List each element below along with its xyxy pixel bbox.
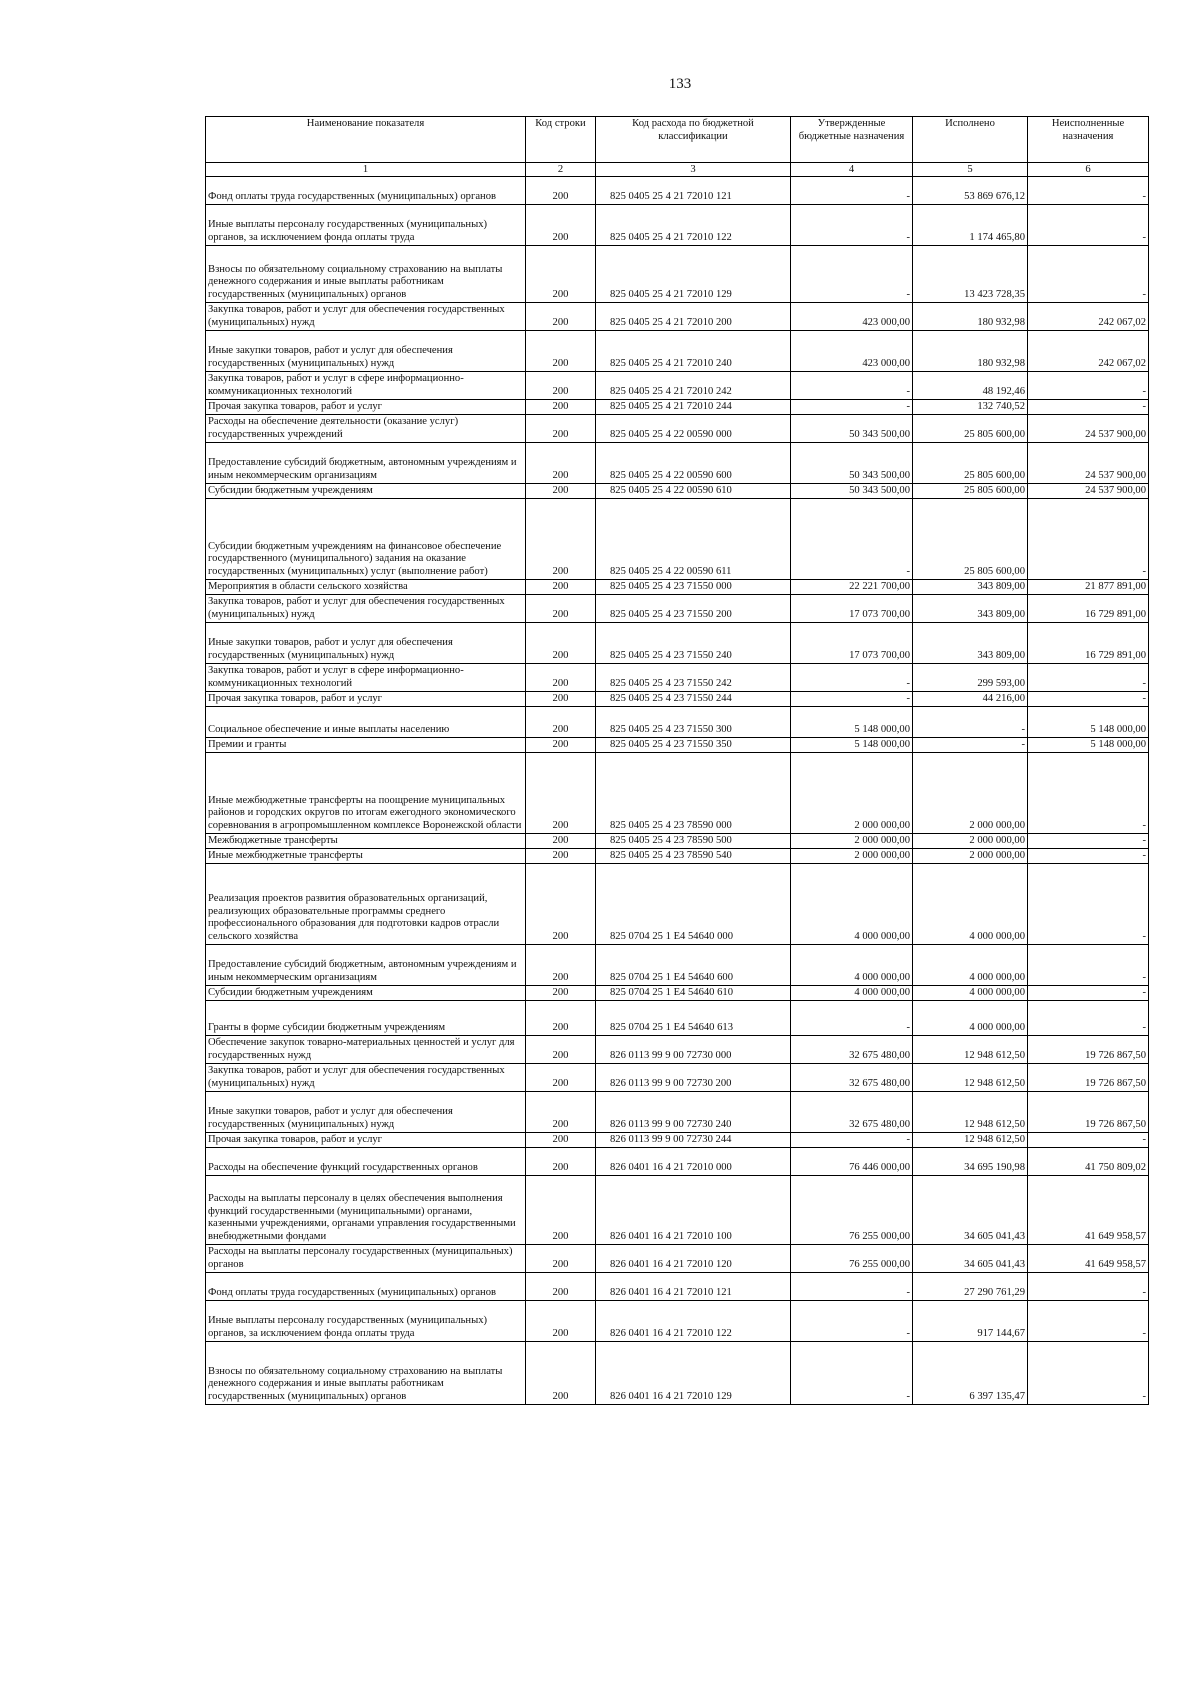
row-line-code: 200 (526, 1176, 596, 1245)
row-unexecuted: 24 537 900,00 (1028, 415, 1149, 443)
row-unexecuted: - (1028, 177, 1149, 205)
row-line-code: 200 (526, 484, 596, 499)
row-name: Закупка товаров, работ и услуг в сфере информационно-коммуникационных технологий (206, 664, 526, 692)
header-executed: Исполнено (913, 117, 1028, 163)
row-line-code: 200 (526, 1092, 596, 1133)
report-body (206, 177, 1149, 1405)
row-unexecuted: - (1028, 205, 1149, 246)
row-class-code: 825 0405 25 4 23 71550 300 (596, 707, 791, 738)
row-name: Взносы по обязательному социальному страхованию на выплаты денежного содержания и иные выплаты работникам государственных (муниципальных) органов (206, 1342, 526, 1405)
row-class-code: 826 0113 99 9 00 72730 244 (596, 1133, 791, 1148)
row-name: Обеспечение закупок товарно-материальных ценностей и услуг для государственных нужд (206, 1036, 526, 1064)
row-name: Межбюджетные трансферты (206, 834, 526, 849)
header-unexecuted: Неисполненные назначения (1028, 117, 1149, 163)
row-executed: 4 000 000,00 (913, 945, 1028, 986)
header-name: Наименование показателя (206, 117, 526, 163)
row-unexecuted: 5 148 000,00 (1028, 738, 1149, 753)
row-name: Субсидии бюджетным учреждениям на финансовое обеспечение государственного (муниципального) задания на оказание государственных (муниципальных) услуг (выполнение работ) (206, 499, 526, 580)
table-row (206, 400, 1149, 415)
row-name: Фонд оплаты труда государственных (муниципальных) органов (206, 1273, 526, 1301)
table-row (206, 945, 1149, 986)
row-executed: 25 805 600,00 (913, 499, 1028, 580)
row-approved: - (791, 1342, 913, 1405)
row-class-code: 825 0704 25 1 E4 54640 600 (596, 945, 791, 986)
row-executed: 299 593,00 (913, 664, 1028, 692)
row-class-code: 825 0704 25 1 E4 54640 613 (596, 1001, 791, 1036)
row-unexecuted: - (1028, 1342, 1149, 1405)
row-approved: 4 000 000,00 (791, 986, 913, 1001)
row-approved: 5 148 000,00 (791, 738, 913, 753)
column-number: 2 (526, 163, 596, 177)
row-line-code: 200 (526, 1245, 596, 1273)
row-name: Иные закупки товаров, работ и услуг для обеспечения государственных (муниципальных) нужд (206, 331, 526, 372)
row-line-code: 200 (526, 849, 596, 864)
table-row (206, 623, 1149, 664)
row-class-code: 826 0401 16 4 21 72010 122 (596, 1301, 791, 1342)
header-approved: Утвержденные бюджетные назначения (791, 117, 913, 163)
table-row (206, 499, 1149, 580)
row-executed: 180 932,98 (913, 331, 1028, 372)
row-executed: 2 000 000,00 (913, 849, 1028, 864)
row-class-code: 825 0405 25 4 21 72010 129 (596, 246, 791, 303)
row-executed: 1 174 465,80 (913, 205, 1028, 246)
row-executed: 34 605 041,43 (913, 1245, 1028, 1273)
row-line-code: 200 (526, 177, 596, 205)
row-executed: 2 000 000,00 (913, 753, 1028, 834)
row-unexecuted: 242 067,02 (1028, 303, 1149, 331)
row-line-code: 200 (526, 1001, 596, 1036)
row-line-code: 200 (526, 834, 596, 849)
column-number: 1 (206, 163, 526, 177)
table-row (206, 177, 1149, 205)
row-name: Иные закупки товаров, работ и услуг для обеспечения государственных (муниципальных) нужд (206, 623, 526, 664)
row-approved: 50 343 500,00 (791, 415, 913, 443)
row-executed: 12 948 612,50 (913, 1133, 1028, 1148)
row-approved: - (791, 1001, 913, 1036)
row-approved: - (791, 400, 913, 415)
row-name: Предоставление субсидий бюджетным, автономным учреждениям и иным некоммерческим организациям (206, 945, 526, 986)
row-approved: - (791, 1273, 913, 1301)
row-line-code: 200 (526, 1133, 596, 1148)
row-line-code: 200 (526, 205, 596, 246)
row-class-code: 825 0405 25 4 21 72010 121 (596, 177, 791, 205)
row-line-code: 200 (526, 623, 596, 664)
row-name: Расходы на выплаты персоналу в целях обеспечения выполнения функций государственными (муниципальными) органами, казенными учреждениями, органами управления государственными внебюджетными фондами (206, 1176, 526, 1245)
row-approved: 2 000 000,00 (791, 849, 913, 864)
row-unexecuted: - (1028, 1001, 1149, 1036)
table-row (206, 849, 1149, 864)
row-approved: - (791, 692, 913, 707)
header-line-code: Код строки (526, 117, 596, 163)
row-line-code: 200 (526, 580, 596, 595)
table-row (206, 372, 1149, 400)
row-executed: 12 948 612,50 (913, 1036, 1028, 1064)
row-unexecuted: - (1028, 986, 1149, 1001)
row-unexecuted: - (1028, 1273, 1149, 1301)
row-unexecuted: - (1028, 400, 1149, 415)
row-class-code: 825 0405 25 4 21 72010 244 (596, 400, 791, 415)
row-approved: - (791, 372, 913, 400)
row-approved: - (791, 205, 913, 246)
row-unexecuted: - (1028, 834, 1149, 849)
row-line-code: 200 (526, 1036, 596, 1064)
row-line-code: 200 (526, 753, 596, 834)
table-row (206, 692, 1149, 707)
row-executed: 27 290 761,29 (913, 1273, 1028, 1301)
row-line-code: 200 (526, 372, 596, 400)
row-name: Иные выплаты персоналу государственных (муниципальных) органов, за исключением фонда оплаты труда (206, 1301, 526, 1342)
table-row (206, 864, 1149, 945)
row-approved: 4 000 000,00 (791, 864, 913, 945)
row-class-code: 826 0401 16 4 21 72010 129 (596, 1342, 791, 1405)
row-class-code: 825 0405 25 4 23 71550 244 (596, 692, 791, 707)
row-line-code: 200 (526, 738, 596, 753)
row-approved: 17 073 700,00 (791, 623, 913, 664)
row-executed: 343 809,00 (913, 595, 1028, 623)
row-approved: 76 446 000,00 (791, 1148, 913, 1176)
column-number: 6 (1028, 163, 1149, 177)
header-row (206, 117, 1149, 163)
row-class-code: 825 0405 25 4 22 00590 600 (596, 443, 791, 484)
table-row (206, 1245, 1149, 1273)
table-row (206, 1064, 1149, 1092)
row-line-code: 200 (526, 246, 596, 303)
table-row (206, 753, 1149, 834)
row-line-code: 200 (526, 1148, 596, 1176)
row-class-code: 826 0401 16 4 21 72010 121 (596, 1273, 791, 1301)
row-executed: 25 805 600,00 (913, 484, 1028, 499)
row-name: Субсидии бюджетным учреждениям (206, 986, 526, 1001)
row-approved: - (791, 246, 913, 303)
row-name: Иные межбюджетные трансферты (206, 849, 526, 864)
row-class-code: 826 0113 99 9 00 72730 240 (596, 1092, 791, 1133)
row-executed: 6 397 135,47 (913, 1342, 1028, 1405)
row-unexecuted: 19 726 867,50 (1028, 1092, 1149, 1133)
row-unexecuted: 24 537 900,00 (1028, 443, 1149, 484)
table-row (206, 1036, 1149, 1064)
row-name: Закупка товаров, работ и услуг для обеспечения государственных (муниципальных) нужд (206, 303, 526, 331)
row-unexecuted: - (1028, 864, 1149, 945)
row-class-code: 825 0704 25 1 E4 54640 610 (596, 986, 791, 1001)
row-unexecuted: - (1028, 1133, 1149, 1148)
row-class-code: 826 0401 16 4 21 72010 100 (596, 1176, 791, 1245)
table-row (206, 595, 1149, 623)
row-line-code: 200 (526, 415, 596, 443)
row-approved: 423 000,00 (791, 331, 913, 372)
row-executed: 44 216,00 (913, 692, 1028, 707)
row-line-code: 200 (526, 443, 596, 484)
row-executed: 34 605 041,43 (913, 1176, 1028, 1245)
row-class-code: 825 0405 25 4 23 78590 500 (596, 834, 791, 849)
row-approved: 423 000,00 (791, 303, 913, 331)
row-approved: - (791, 499, 913, 580)
row-approved: 50 343 500,00 (791, 443, 913, 484)
row-class-code: 825 0405 25 4 23 78590 540 (596, 849, 791, 864)
table-row (206, 303, 1149, 331)
row-unexecuted: 19 726 867,50 (1028, 1064, 1149, 1092)
row-approved: - (791, 177, 913, 205)
row-executed: 4 000 000,00 (913, 864, 1028, 945)
row-unexecuted: 19 726 867,50 (1028, 1036, 1149, 1064)
row-class-code: 825 0405 25 4 21 72010 240 (596, 331, 791, 372)
row-unexecuted: 41 750 809,02 (1028, 1148, 1149, 1176)
table-row (206, 1273, 1149, 1301)
row-name: Иные закупки товаров, работ и услуг для обеспечения государственных (муниципальных) нужд (206, 1092, 526, 1133)
row-unexecuted: 5 148 000,00 (1028, 707, 1149, 738)
row-class-code: 826 0401 16 4 21 72010 000 (596, 1148, 791, 1176)
row-line-code: 200 (526, 331, 596, 372)
row-line-code: 200 (526, 664, 596, 692)
row-executed: 343 809,00 (913, 580, 1028, 595)
row-name: Социальное обеспечение и иные выплаты населению (206, 707, 526, 738)
row-line-code: 200 (526, 692, 596, 707)
row-line-code: 200 (526, 945, 596, 986)
row-name: Расходы на обеспечение деятельности (оказание услуг) государственных учреждений (206, 415, 526, 443)
row-class-code: 825 0405 25 4 21 72010 242 (596, 372, 791, 400)
row-name: Реализация проектов развития образовательных организаций, реализующих образовательные программы среднего профессионального образования для подготовки кадров отрасли сельского хозяйства (206, 864, 526, 945)
table-row (206, 205, 1149, 246)
budget-report-table (205, 116, 1149, 1405)
row-executed: 48 192,46 (913, 372, 1028, 400)
table-row (206, 1148, 1149, 1176)
table-row (206, 1133, 1149, 1148)
row-unexecuted: - (1028, 664, 1149, 692)
row-approved: 2 000 000,00 (791, 753, 913, 834)
row-name: Прочая закупка товаров, работ и услуг (206, 692, 526, 707)
row-approved: 22 221 700,00 (791, 580, 913, 595)
row-approved: 32 675 480,00 (791, 1064, 913, 1092)
table-row (206, 246, 1149, 303)
row-name: Закупка товаров, работ и услуг для обеспечения государственных (муниципальных) нужд (206, 595, 526, 623)
row-unexecuted: - (1028, 246, 1149, 303)
row-class-code: 826 0113 99 9 00 72730 200 (596, 1064, 791, 1092)
row-executed: 12 948 612,50 (913, 1092, 1028, 1133)
header-class-code: Код расхода по бюджетной классификации (596, 117, 791, 163)
table-row (206, 580, 1149, 595)
row-approved: - (791, 1133, 913, 1148)
row-unexecuted: 16 729 891,00 (1028, 595, 1149, 623)
row-approved: 50 343 500,00 (791, 484, 913, 499)
row-class-code: 825 0704 25 1 E4 54640 000 (596, 864, 791, 945)
row-executed: - (913, 738, 1028, 753)
row-unexecuted: - (1028, 499, 1149, 580)
row-class-code: 825 0405 25 4 22 00590 000 (596, 415, 791, 443)
row-executed: - (913, 707, 1028, 738)
table-row (206, 415, 1149, 443)
row-executed: 917 144,67 (913, 1301, 1028, 1342)
page-number: 133 (668, 76, 692, 92)
row-executed: 53 869 676,12 (913, 177, 1028, 205)
row-unexecuted: - (1028, 849, 1149, 864)
row-class-code: 825 0405 25 4 23 71550 240 (596, 623, 791, 664)
table-row (206, 484, 1149, 499)
row-executed: 12 948 612,50 (913, 1064, 1028, 1092)
row-executed: 4 000 000,00 (913, 1001, 1028, 1036)
row-approved: 32 675 480,00 (791, 1036, 913, 1064)
row-unexecuted: - (1028, 692, 1149, 707)
row-class-code: 825 0405 25 4 23 71550 000 (596, 580, 791, 595)
column-number: 4 (791, 163, 913, 177)
row-name: Иные выплаты персоналу государственных (муниципальных) органов, за исключением фонда оплаты труда (206, 205, 526, 246)
table-row (206, 986, 1149, 1001)
row-name: Иные межбюджетные трансферты на поощрение муниципальных районов и городских округов по итогам ежегодного экономического соревнования в агропромышленном комплексе Воронежской области (206, 753, 526, 834)
row-executed: 4 000 000,00 (913, 986, 1028, 1001)
row-line-code: 200 (526, 864, 596, 945)
row-name: Прочая закупка товаров, работ и услуг (206, 1133, 526, 1148)
row-class-code: 825 0405 25 4 22 00590 610 (596, 484, 791, 499)
table-row (206, 738, 1149, 753)
row-executed: 25 805 600,00 (913, 443, 1028, 484)
row-approved: 4 000 000,00 (791, 945, 913, 986)
row-name: Закупка товаров, работ и услуг для обеспечения государственных (муниципальных) нужд (206, 1064, 526, 1092)
row-line-code: 200 (526, 303, 596, 331)
row-unexecuted: 16 729 891,00 (1028, 623, 1149, 664)
row-class-code: 825 0405 25 4 23 71550 350 (596, 738, 791, 753)
row-approved: 2 000 000,00 (791, 834, 913, 849)
row-class-code: 825 0405 25 4 23 78590 000 (596, 753, 791, 834)
row-approved: - (791, 664, 913, 692)
row-executed: 34 695 190,98 (913, 1148, 1028, 1176)
row-line-code: 200 (526, 400, 596, 415)
table-row (206, 1092, 1149, 1133)
table-row (206, 331, 1149, 372)
row-name: Закупка товаров, работ и услуг в сфере информационно-коммуникационных технологий (206, 372, 526, 400)
table-row (206, 1176, 1149, 1245)
row-line-code: 200 (526, 1064, 596, 1092)
row-class-code: 825 0405 25 4 22 00590 611 (596, 499, 791, 580)
table-row (206, 1342, 1149, 1405)
table-row (206, 707, 1149, 738)
row-approved: 5 148 000,00 (791, 707, 913, 738)
row-unexecuted: 41 649 958,57 (1028, 1176, 1149, 1245)
row-unexecuted: - (1028, 945, 1149, 986)
row-class-code: 825 0405 25 4 21 72010 200 (596, 303, 791, 331)
row-line-code: 200 (526, 1301, 596, 1342)
table-row (206, 664, 1149, 692)
row-approved: 32 675 480,00 (791, 1092, 913, 1133)
row-name: Расходы на обеспечение функций государственных органов (206, 1148, 526, 1176)
row-unexecuted: 41 649 958,57 (1028, 1245, 1149, 1273)
table-row (206, 1301, 1149, 1342)
row-name: Взносы по обязательному социальному страхованию на выплаты денежного содержания и иные выплаты работникам государственных (муниципальных) органов (206, 246, 526, 303)
row-name: Предоставление субсидий бюджетным, автономным учреждениям и иным некоммерческим организациям (206, 443, 526, 484)
table-row (206, 443, 1149, 484)
column-number-row (206, 163, 1149, 177)
row-class-code: 826 0113 99 9 00 72730 000 (596, 1036, 791, 1064)
row-name: Фонд оплаты труда государственных (муниципальных) органов (206, 177, 526, 205)
row-line-code: 200 (526, 1273, 596, 1301)
row-executed: 2 000 000,00 (913, 834, 1028, 849)
row-name: Мероприятия в области сельского хозяйства (206, 580, 526, 595)
row-class-code: 825 0405 25 4 21 72010 122 (596, 205, 791, 246)
row-line-code: 200 (526, 986, 596, 1001)
row-unexecuted: 24 537 900,00 (1028, 484, 1149, 499)
row-approved: - (791, 1301, 913, 1342)
row-class-code: 825 0405 25 4 23 71550 242 (596, 664, 791, 692)
row-executed: 25 805 600,00 (913, 415, 1028, 443)
row-executed: 343 809,00 (913, 623, 1028, 664)
row-name: Премии и гранты (206, 738, 526, 753)
row-name: Прочая закупка товаров, работ и услуг (206, 400, 526, 415)
column-number: 5 (913, 163, 1028, 177)
row-class-code: 825 0405 25 4 23 71550 200 (596, 595, 791, 623)
row-unexecuted: 242 067,02 (1028, 331, 1149, 372)
table-row (206, 834, 1149, 849)
row-unexecuted: - (1028, 1301, 1149, 1342)
row-name: Расходы на выплаты персоналу государственных (муниципальных) органов (206, 1245, 526, 1273)
row-line-code: 200 (526, 707, 596, 738)
row-approved: 76 255 000,00 (791, 1245, 913, 1273)
row-executed: 132 740,52 (913, 400, 1028, 415)
row-line-code: 200 (526, 595, 596, 623)
row-name: Гранты в форме субсидии бюджетным учреждениям (206, 1001, 526, 1036)
row-executed: 13 423 728,35 (913, 246, 1028, 303)
row-executed: 180 932,98 (913, 303, 1028, 331)
row-unexecuted: 21 877 891,00 (1028, 580, 1149, 595)
row-unexecuted: - (1028, 372, 1149, 400)
table-row (206, 1001, 1149, 1036)
row-approved: 76 255 000,00 (791, 1176, 913, 1245)
row-name: Субсидии бюджетным учреждениям (206, 484, 526, 499)
row-line-code: 200 (526, 499, 596, 580)
row-unexecuted: - (1028, 753, 1149, 834)
row-approved: 17 073 700,00 (791, 595, 913, 623)
column-number: 3 (596, 163, 791, 177)
row-class-code: 826 0401 16 4 21 72010 120 (596, 1245, 791, 1273)
row-line-code: 200 (526, 1342, 596, 1405)
